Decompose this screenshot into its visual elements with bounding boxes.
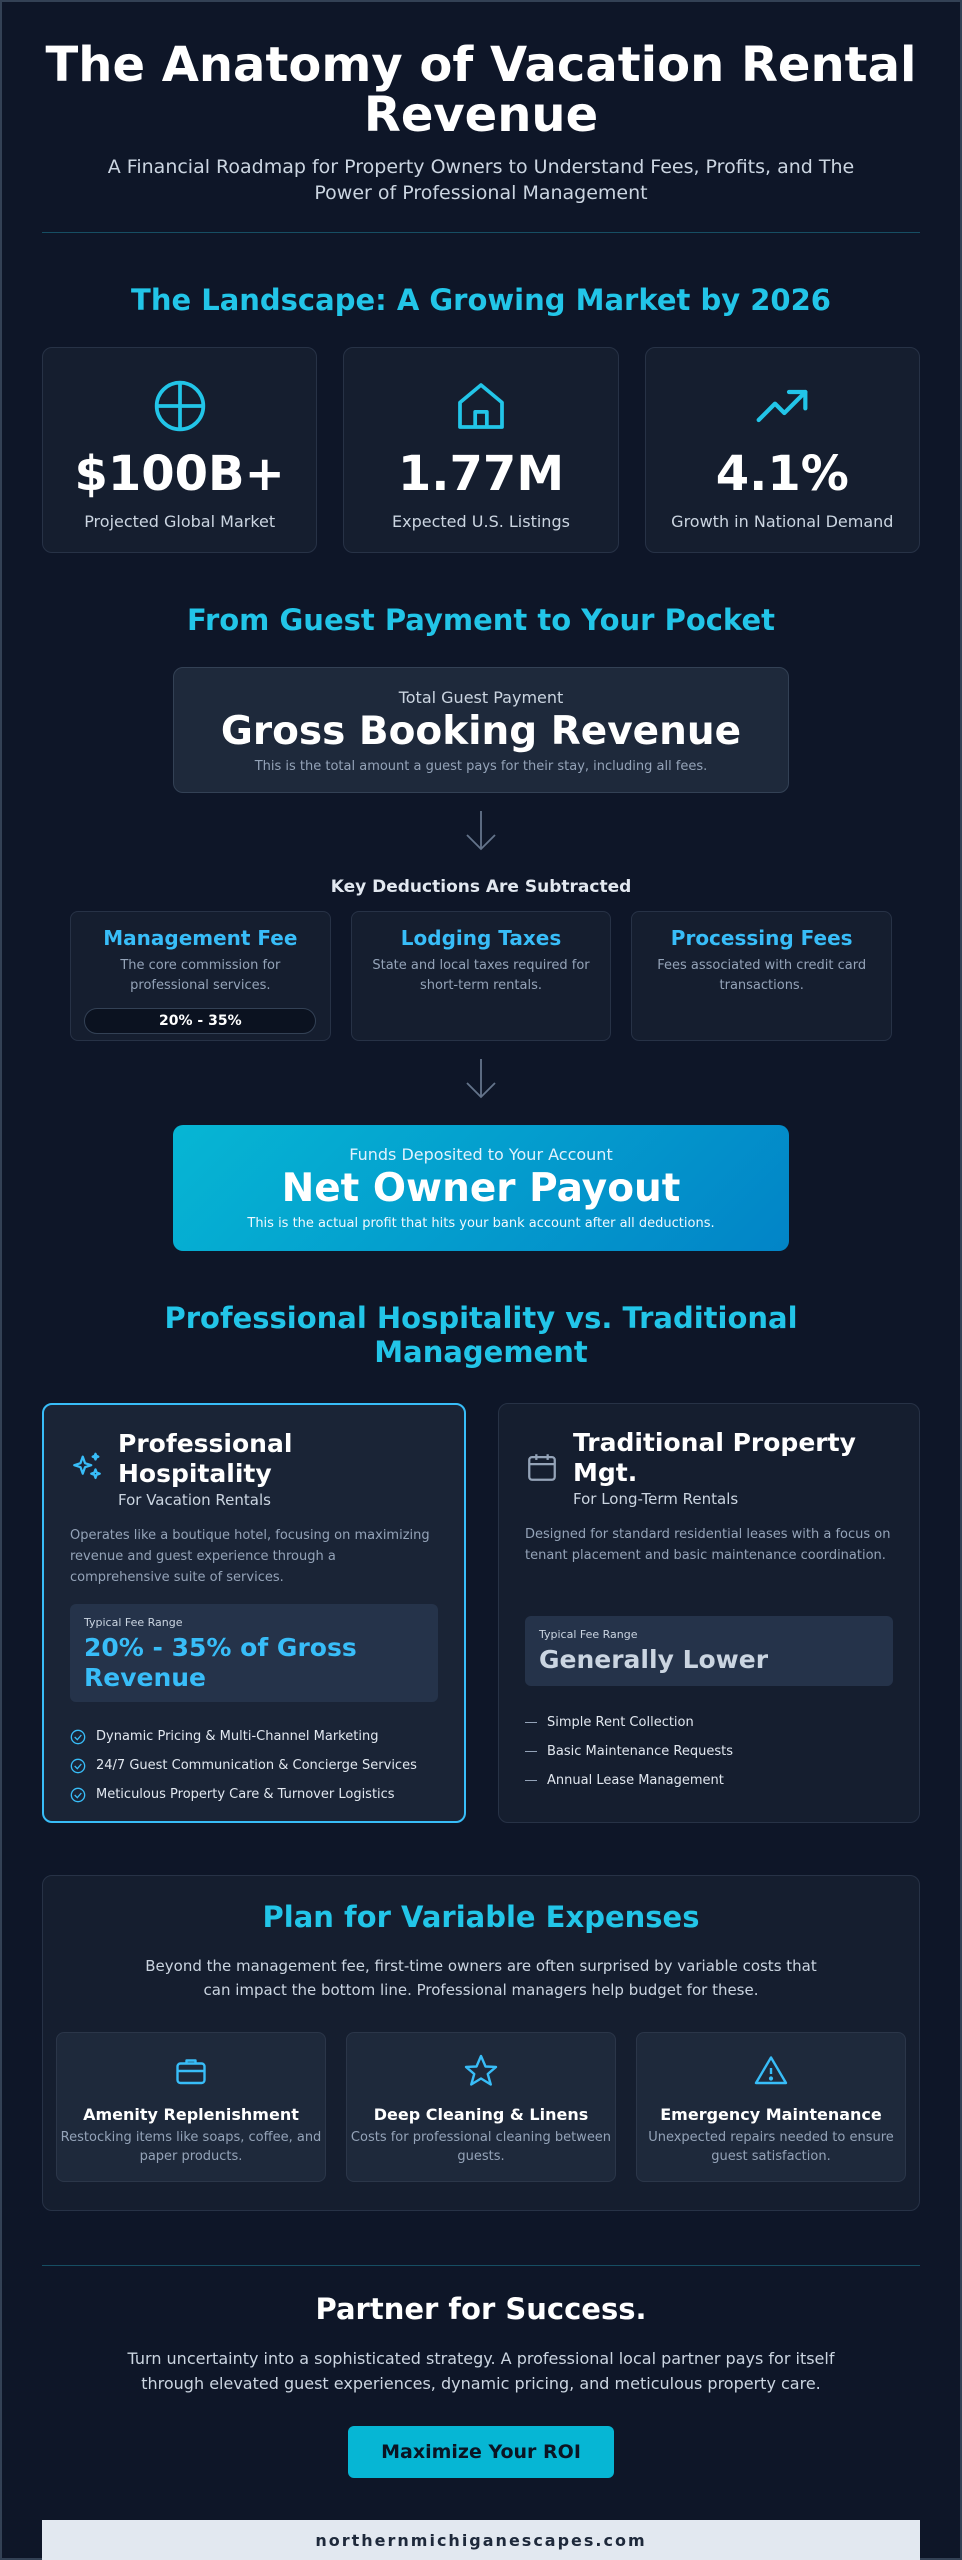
comparison-title: Professional Hospitality vs. Traditional Management	[164, 1301, 798, 1369]
net-payout-box	[173, 1125, 789, 1251]
feature-text: Simple Rent Collection	[547, 1715, 694, 1730]
expense-maintenance	[636, 2032, 906, 2182]
calendar-icon	[525, 1450, 559, 1484]
fee-value: 20% - 35% of Gross Revenue	[84, 1633, 357, 1692]
stat-label: Growth in National Demand	[671, 512, 894, 531]
traditional-management-card	[498, 1403, 920, 1823]
deductions-row	[70, 911, 892, 1041]
gross-title: Gross Booking Revenue	[220, 709, 742, 754]
sparkles-icon	[70, 1451, 104, 1485]
feature-text: Annual Lease Management	[547, 1773, 724, 1788]
star-icon	[463, 2053, 499, 2089]
page-title: The Anatomy of Vacation Rental Revenue	[45, 37, 917, 143]
deduction-name: Processing Fees	[670, 926, 853, 950]
card-title: Traditional Property Mgt.	[573, 1428, 856, 1487]
maximize-roi-button[interactable]: Maximize Your ROI	[348, 2426, 614, 2478]
stat-card-listings	[343, 347, 618, 553]
deduction-name: Lodging Taxes	[400, 926, 562, 950]
deduction-name: Management Fee	[103, 926, 298, 950]
fee-badge: 20% - 35%	[84, 1008, 316, 1034]
list-item	[70, 1722, 438, 1751]
dash-icon	[525, 1780, 537, 1781]
feature-text: 24/7 Guest Communication & Concierge Services	[96, 1758, 417, 1773]
card-header	[70, 1429, 438, 1509]
stat-card-market	[42, 347, 317, 553]
expense-text: Restocking items like soaps, coffee, and paper products.	[60, 2130, 322, 2164]
fee-value: Generally Lower	[539, 1645, 769, 1674]
header	[2, 2, 960, 233]
expenses-row	[56, 2032, 906, 2182]
stat-label: Expected U.S. Listings	[392, 512, 570, 531]
fee-range-box	[70, 1604, 438, 1702]
gross-desc: This is the total amount a guest pays for their stay, including all fees.	[254, 759, 708, 774]
arrow-down-icon	[461, 809, 501, 853]
expense-cleaning	[346, 2032, 616, 2182]
list-item	[525, 1766, 893, 1795]
feature-text: Dynamic Pricing & Multi-Channel Marketing	[96, 1729, 379, 1744]
expenses-intro: Beyond the management fee, first-time owners are often surprised by variable costs that can impact the bottom line. Professional managers help budget for these.	[145, 1957, 817, 1999]
pro-hospitality-card	[42, 1403, 466, 1823]
trending-up-icon	[754, 378, 810, 434]
flow-title: From Guest Payment to Your Pocket	[187, 603, 775, 637]
feature-list	[525, 1708, 893, 1795]
comparison-row	[42, 1403, 920, 1823]
stat-card-growth	[645, 347, 920, 553]
divider	[42, 232, 920, 233]
landscape-title: The Landscape: A Growing Market by 2026	[131, 283, 831, 317]
net-title: Net Owner Payout	[281, 1166, 681, 1211]
expense-text: Costs for professional cleaning between guests.	[350, 2130, 612, 2164]
stats-row	[42, 347, 920, 553]
stat-value: 4.1%	[715, 446, 849, 502]
check-circle-icon	[70, 1787, 86, 1803]
expenses-title: Plan for Variable Expenses	[262, 1900, 700, 1934]
card-title: Professional Hospitality	[118, 1429, 293, 1488]
stat-value: 1.77M	[397, 446, 565, 502]
website-footer[interactable]: northernmichiganescapes.com	[42, 2520, 920, 2560]
deduction-text: State and local taxes required for short-term rentals.	[372, 958, 590, 993]
list-item	[525, 1708, 893, 1737]
check-circle-icon	[70, 1758, 86, 1774]
deduction-text: The core commission for professional services.	[120, 958, 281, 993]
net-desc: This is the actual profit that hits your bank account after all deductions.	[247, 1216, 715, 1231]
feature-text: Meticulous Property Care & Turnover Logistics	[96, 1787, 395, 1802]
card-subtitle: For Vacation Rentals	[118, 1491, 271, 1509]
briefcase-icon	[173, 2053, 209, 2089]
deduction-processing-fees	[631, 911, 892, 1041]
cta-text: Turn uncertainty into a sophisticated strategy. A professional local partner pays for itself through elevated guest experiences, dynamic pricing, and meticulous property care.	[127, 2349, 835, 2393]
cta-title: Partner for Success.	[315, 2292, 647, 2326]
variable-expenses-panel	[42, 1875, 920, 2211]
page-subtitle: A Financial Roadmap for Property Owners to Understand Fees, Profits, and The Power of Professional Management	[107, 156, 855, 204]
divider	[42, 2265, 920, 2266]
dash-icon	[525, 1722, 537, 1723]
deduction-management-fee	[70, 911, 331, 1041]
gross-label: Total Guest Payment	[398, 688, 564, 707]
stat-label: Projected Global Market	[84, 512, 276, 531]
expense-name: Amenity Replenishment	[83, 2105, 299, 2124]
list-item	[70, 1751, 438, 1780]
fee-label: Typical Fee Range	[539, 1628, 638, 1641]
expense-name: Deep Cleaning & Linens	[373, 2105, 589, 2124]
expense-text: Unexpected repairs needed to ensure guest satisfaction.	[648, 2130, 894, 2164]
gross-revenue-box	[173, 667, 789, 793]
card-header	[525, 1428, 893, 1508]
feature-list	[70, 1722, 438, 1809]
list-item	[525, 1737, 893, 1766]
stat-value: $100B+	[74, 446, 285, 502]
net-label: Funds Deposited to Your Account	[349, 1145, 613, 1164]
warning-icon	[753, 2053, 789, 2089]
expense-amenity	[56, 2032, 326, 2182]
feature-text: Basic Maintenance Requests	[547, 1744, 733, 1759]
deduction-text: Fees associated with credit card transactions.	[657, 958, 867, 993]
card-description: Operates like a boutique hotel, focusing on maximizing revenue and guest experience through a comprehensive suite of services.	[70, 1528, 430, 1585]
arrow-down-icon	[461, 1057, 501, 1101]
card-description: Designed for standard residential leases with a focus on tenant placement and basic maintenance coordination.	[525, 1527, 891, 1563]
card-subtitle: For Long-Term Rentals	[573, 1490, 739, 1508]
deductions-title: Key Deductions Are Subtracted	[330, 877, 632, 897]
home-icon	[453, 378, 509, 434]
check-circle-icon	[70, 1729, 86, 1745]
globe-icon	[152, 378, 208, 434]
fee-label: Typical Fee Range	[84, 1616, 183, 1629]
dash-icon	[525, 1751, 537, 1752]
fee-range-box	[525, 1616, 893, 1686]
list-item	[70, 1780, 438, 1809]
expense-name: Emergency Maintenance	[660, 2105, 882, 2124]
deduction-lodging-taxes	[351, 911, 612, 1041]
